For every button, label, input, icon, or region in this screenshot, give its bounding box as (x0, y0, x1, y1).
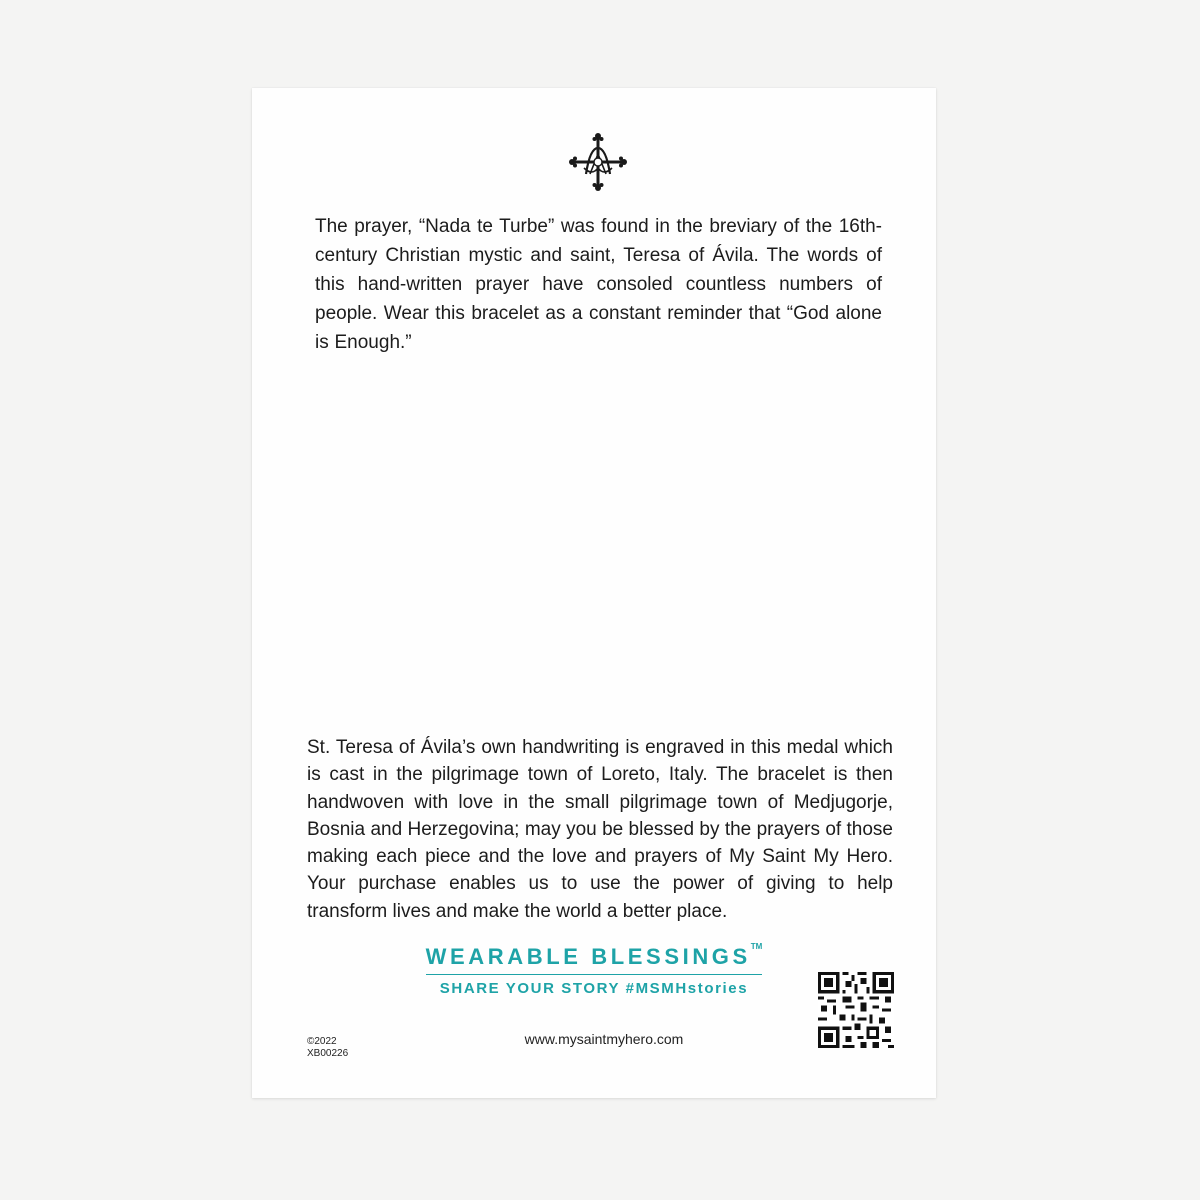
qr-code-icon (818, 972, 894, 1048)
prayer-description: The prayer, “Nada te Turbe” was found in the breviary of the 16th-century Christian mystic and saint, Teresa of Ávila. The words of this hand-written prayer have consoled countless numbers of people. Wear this bracelet as a constant reminder that “God alone is Enough.” (315, 216, 882, 353)
trademark-mark: TM (750, 942, 763, 951)
brand-block (420, 944, 768, 997)
product-card (252, 88, 936, 1098)
product-code: XB00226 (307, 1048, 349, 1059)
brand-title-text: WEARABLE BLESSINGS (425, 944, 751, 969)
website-url: www.mysaintmyhero.com (524, 1031, 684, 1047)
product-description: St. Teresa of Ávila’s own handwriting is engraved in this medal which is cast in the pilgrimage town of Loreto, Italy. The bracelet is then handwoven with love in the small pilgrimage town of Medjugorje, Bosnia and Herzegovina; may you be blessed by the prayers of those making each piece and the love and prayers of My Saint My Hero. Your purchase enables us to use the power of giving to help transform lives and make the world a better place. (307, 737, 893, 922)
brand-title (426, 944, 763, 975)
legal-info (307, 1036, 348, 1060)
copyright-text: ©2022 (307, 1036, 337, 1047)
marian-cross-monogram-icon (566, 130, 630, 194)
brand-subtitle: SHARE YOUR STORY #MSMHstories (439, 980, 749, 997)
